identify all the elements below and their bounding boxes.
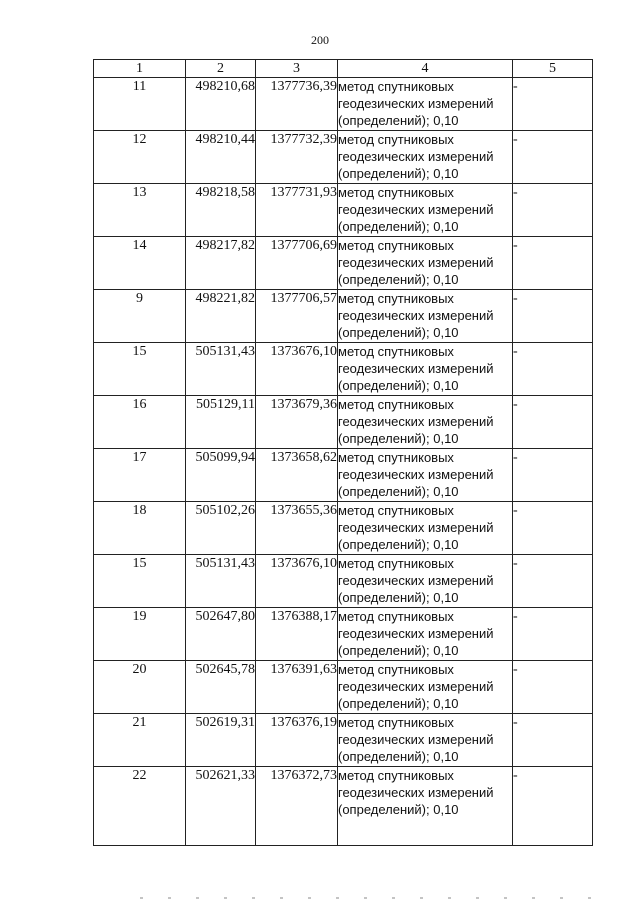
table-row: [94, 131, 593, 184]
method-line: (определений); 0,10: [338, 166, 459, 181]
note-cell: [513, 237, 593, 290]
method-cell: [338, 502, 513, 555]
table-row: [94, 237, 593, 290]
method-cell: [338, 237, 513, 290]
x-coordinate-cell: [186, 78, 256, 131]
point-number-cell: [94, 555, 186, 608]
note: -: [513, 503, 518, 518]
x-coordinate-cell: [186, 449, 256, 502]
method-line: геодезических измерений: [338, 202, 494, 217]
column-header-1: 1: [94, 60, 186, 78]
note-cell: [513, 343, 593, 396]
y-coordinate: 1377731,93: [270, 185, 337, 200]
table-row: [94, 714, 593, 767]
method-line: (определений); 0,10: [338, 272, 459, 287]
method-line: геодезических измерений: [338, 467, 494, 482]
y-coordinate: 1377706,57: [270, 291, 337, 306]
note-cell: [513, 714, 593, 767]
method-line: (определений); 0,10: [338, 219, 459, 234]
y-coordinate-cell: [256, 608, 338, 661]
x-coordinate: 502647,80: [195, 609, 255, 624]
note: -: [513, 185, 518, 200]
y-coordinate: 1377736,39: [270, 79, 337, 94]
point-number: 13: [132, 185, 147, 200]
point-number-cell: [94, 184, 186, 237]
y-coordinate: 1377732,39: [270, 132, 337, 147]
table-row: [94, 184, 593, 237]
header-row: [94, 60, 593, 78]
method-line: геодезических измерений: [338, 626, 494, 641]
method-line: метод спутниковых: [338, 503, 454, 518]
method-cell: [338, 449, 513, 502]
note: -: [513, 609, 518, 624]
note-cell: [513, 661, 593, 714]
note: -: [513, 450, 518, 465]
method-line: геодезических измерений: [338, 732, 494, 747]
table-row: [94, 78, 593, 131]
note: -: [513, 556, 518, 571]
point-number-cell: [94, 714, 186, 767]
method-line: (определений); 0,10: [338, 643, 459, 658]
point-number-cell: [94, 608, 186, 661]
point-number: 17: [132, 450, 147, 465]
point-number: 11: [132, 79, 147, 94]
method-cell: [338, 555, 513, 608]
y-coordinate: 1376372,73: [270, 768, 337, 783]
y-coordinate-cell: [256, 661, 338, 714]
table-row: [94, 396, 593, 449]
method-line: геодезических измерений: [338, 573, 494, 588]
x-coordinate-cell: [186, 661, 256, 714]
y-coordinate-cell: [256, 343, 338, 396]
note: -: [513, 238, 518, 253]
method-line: (определений); 0,10: [338, 113, 459, 128]
method-line: метод спутниковых: [338, 238, 454, 253]
point-number-cell: [94, 343, 186, 396]
note-cell: [513, 78, 593, 131]
page-number: 200: [311, 33, 329, 47]
method-cell: [338, 608, 513, 661]
method-line: метод спутниковых: [338, 768, 454, 783]
method-line: (определений); 0,10: [338, 590, 459, 605]
table-row: [94, 449, 593, 502]
point-number: 20: [132, 662, 147, 677]
note-cell: [513, 396, 593, 449]
note: -: [513, 397, 518, 412]
method-line: геодезических измерений: [338, 679, 494, 694]
method-line: (определений); 0,10: [338, 537, 459, 552]
x-coordinate: 505131,43: [195, 556, 255, 571]
note: -: [513, 79, 518, 94]
y-coordinate-cell: [256, 767, 338, 846]
column-header-4: 4: [338, 60, 513, 78]
x-coordinate: 498210,44: [195, 132, 255, 147]
note-cell: [513, 184, 593, 237]
x-coordinate: 505131,43: [195, 344, 255, 359]
method-line: геодезических измерений: [338, 361, 494, 376]
method-line: геодезических измерений: [338, 520, 494, 535]
method-line: (определений); 0,10: [338, 484, 459, 499]
method-line: метод спутниковых: [338, 185, 454, 200]
point-number-cell: [94, 449, 186, 502]
point-number-cell: [94, 661, 186, 714]
method-line: метод спутниковых: [338, 715, 454, 730]
method-line: (определений); 0,10: [338, 325, 459, 340]
point-number: 12: [132, 132, 147, 147]
y-coordinate-cell: [256, 714, 338, 767]
method-line: метод спутниковых: [338, 291, 454, 306]
point-number: 14: [132, 238, 147, 253]
x-coordinate-cell: [186, 555, 256, 608]
x-coordinate-cell: [186, 290, 256, 343]
y-coordinate: 1373655,36: [270, 503, 337, 518]
point-number: 18: [132, 503, 147, 518]
y-coordinate: 1373658,62: [270, 450, 337, 465]
note-cell: [513, 608, 593, 661]
y-coordinate-cell: [256, 184, 338, 237]
point-number: 15: [132, 344, 147, 359]
x-coordinate-cell: [186, 184, 256, 237]
column-header-2: 2: [186, 60, 256, 78]
x-coordinate-cell: [186, 237, 256, 290]
point-number: 9: [136, 291, 143, 306]
point-number-cell: [94, 78, 186, 131]
x-coordinate: 498218,58: [195, 185, 255, 200]
method-line: метод спутниковых: [338, 450, 454, 465]
x-coordinate: 502619,31: [195, 715, 255, 730]
method-cell: [338, 290, 513, 343]
method-line: метод спутниковых: [338, 662, 454, 677]
x-coordinate: 505099,94: [195, 450, 255, 465]
method-line: метод спутниковых: [338, 79, 454, 94]
point-number: 16: [132, 397, 147, 412]
column-header-5: 5: [513, 60, 593, 78]
y-coordinate-cell: [256, 78, 338, 131]
y-coordinate: 1376388,17: [270, 609, 337, 624]
y-coordinate: 1376376,19: [270, 715, 337, 730]
method-line: метод спутниковых: [338, 344, 454, 359]
table-row: [94, 555, 593, 608]
table-row: [94, 608, 593, 661]
method-line: геодезических измерений: [338, 785, 494, 800]
x-coordinate-cell: [186, 767, 256, 846]
point-number: 15: [132, 556, 147, 571]
method-line: (определений); 0,10: [338, 802, 459, 817]
table-row: [94, 502, 593, 555]
note-cell: [513, 767, 593, 846]
method-cell: [338, 661, 513, 714]
table-row: [94, 343, 593, 396]
x-coordinate-cell: [186, 131, 256, 184]
table-row: [94, 661, 593, 714]
y-coordinate: 1377706,69: [270, 238, 337, 253]
method-cell: [338, 78, 513, 131]
point-number: 22: [132, 768, 147, 783]
note-cell: [513, 131, 593, 184]
method-line: метод спутниковых: [338, 132, 454, 147]
method-line: геодезических измерений: [338, 414, 494, 429]
note-cell: [513, 449, 593, 502]
y-coordinate: 1376391,63: [270, 662, 337, 677]
method-cell: [338, 184, 513, 237]
scan-artifact: [140, 897, 600, 899]
point-number-cell: [94, 396, 186, 449]
y-coordinate-cell: [256, 290, 338, 343]
method-cell: [338, 714, 513, 767]
y-coordinate-cell: [256, 396, 338, 449]
x-coordinate-cell: [186, 608, 256, 661]
x-coordinate-cell: [186, 714, 256, 767]
note: -: [513, 132, 518, 147]
x-coordinate: 498221,82: [195, 291, 255, 306]
note-cell: [513, 502, 593, 555]
note: -: [513, 291, 518, 306]
method-cell: [338, 767, 513, 846]
x-coordinate-cell: [186, 343, 256, 396]
x-coordinate: 498217,82: [195, 238, 255, 253]
table-row: [94, 767, 593, 846]
point-number-cell: [94, 767, 186, 846]
note: -: [513, 662, 518, 677]
x-coordinate: 505102,26: [195, 503, 255, 518]
note: -: [513, 344, 518, 359]
method-line: геодезических измерений: [338, 149, 494, 164]
method-line: метод спутниковых: [338, 609, 454, 624]
note-cell: [513, 555, 593, 608]
point-number: 19: [132, 609, 147, 624]
method-line: метод спутниковых: [338, 556, 454, 571]
point-number: 21: [132, 715, 147, 730]
method-line: (определений); 0,10: [338, 696, 459, 711]
point-number-cell: [94, 237, 186, 290]
column-header-3: 3: [256, 60, 338, 78]
method-line: геодезических измерений: [338, 255, 494, 270]
note: -: [513, 768, 518, 783]
y-coordinate-cell: [256, 555, 338, 608]
y-coordinate-cell: [256, 237, 338, 290]
y-coordinate: 1373679,36: [270, 397, 337, 412]
note: -: [513, 715, 518, 730]
x-coordinate-cell: [186, 502, 256, 555]
x-coordinate: 498210,68: [195, 79, 255, 94]
y-coordinate-cell: [256, 449, 338, 502]
method-line: геодезических измерений: [338, 308, 494, 323]
y-coordinate: 1373676,10: [270, 344, 337, 359]
method-cell: [338, 396, 513, 449]
method-line: (определений); 0,10: [338, 431, 459, 446]
point-number-cell: [94, 131, 186, 184]
y-coordinate-cell: [256, 131, 338, 184]
point-number-cell: [94, 290, 186, 343]
y-coordinate-cell: [256, 502, 338, 555]
x-coordinate: 502645,78: [195, 662, 255, 677]
method-line: геодезических измерений: [338, 96, 494, 111]
method-cell: [338, 131, 513, 184]
note-cell: [513, 290, 593, 343]
method-line: (определений); 0,10: [338, 749, 459, 764]
method-cell: [338, 343, 513, 396]
table-row: [94, 290, 593, 343]
method-line: метод спутниковых: [338, 397, 454, 412]
method-line: (определений); 0,10: [338, 378, 459, 393]
x-coordinate: 505129,11: [196, 397, 255, 412]
x-coordinate: 502621,33: [195, 768, 255, 783]
coordinates-table: [93, 59, 593, 846]
x-coordinate-cell: [186, 396, 256, 449]
point-number-cell: [94, 502, 186, 555]
y-coordinate: 1373676,10: [270, 556, 337, 571]
